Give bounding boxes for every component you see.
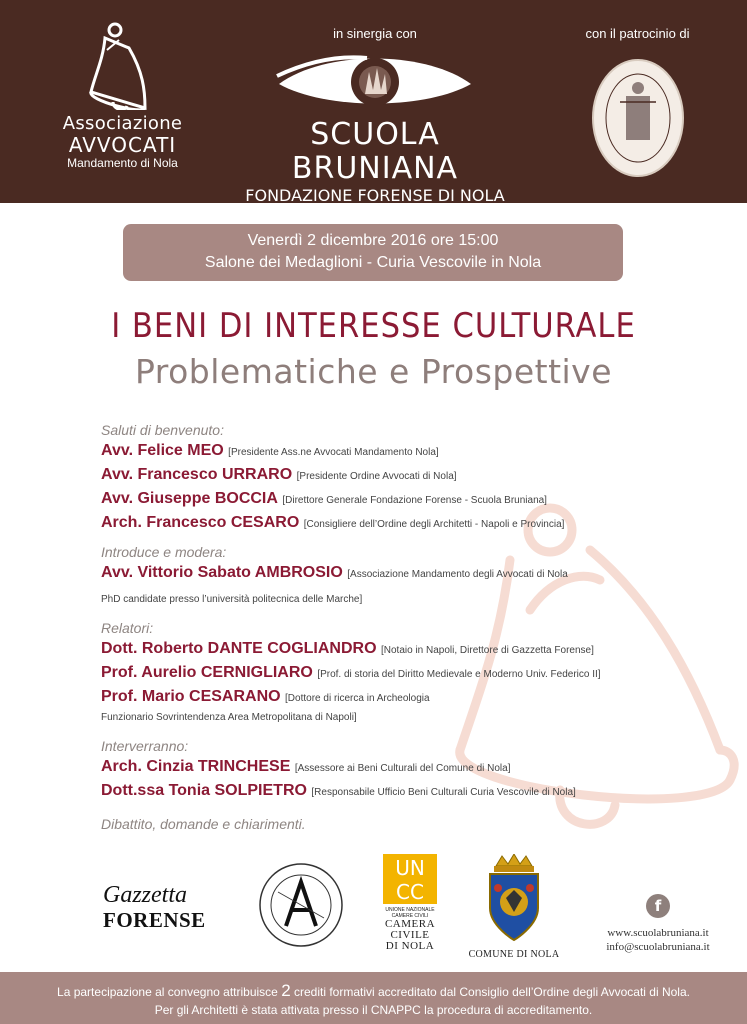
speaker-role-cont: Funzionario Sovrintendenza Area Metropolitana di Napoli]: [101, 712, 357, 723]
camera-line2: CIVILE: [390, 929, 430, 941]
event-date-box: [123, 224, 623, 281]
dibattito-label: Dibattito, domande e chiarimenti.: [101, 816, 306, 832]
uncc-small: UNIONE NAZIONALE CAMERE CIVILI: [385, 907, 435, 919]
email-link[interactable]: info@scuolabruniana.it: [606, 941, 710, 953]
speaker-row: [101, 512, 721, 536]
speaker-name: Avv. Vittorio Sabato AMBROSIO: [101, 564, 343, 581]
footer-text-a: La partecipazione al convegno attribuisce: [57, 985, 282, 999]
gazzetta-forense-logo: [103, 882, 206, 932]
footer-band: [0, 972, 747, 1024]
bell-icon: [83, 20, 163, 110]
speaker-role: [Associazione Mandamento degli Avvocati di Nola: [347, 569, 568, 580]
speaker-role-cont: PhD candidate presso l’università politecnica delle Marche]: [101, 594, 363, 605]
speaker-name: Dott.ssa Tonia SOLPIETRO: [101, 782, 307, 799]
speaker-name: Arch. Cinzia TRINCHESE: [101, 758, 291, 775]
contacts: [588, 894, 728, 954]
speaker-name: Avv. Felice MEO: [101, 442, 224, 459]
event-date: Venerdì 2 dicembre 2016 ore 15:00: [247, 232, 499, 249]
scuola-sub: FONDAZIONE FORENSE DI NOLA: [245, 186, 505, 205]
main-title: I BENI DI INTERESSE CULTURALE: [111, 306, 636, 346]
speaker-role: [Direttore Generale Fondazione Forense - Scuola Bruniana]: [282, 495, 547, 506]
website-link[interactable]: www.scuolabruniana.it: [607, 927, 709, 939]
speaker-name: Prof. Mario CESARANO: [101, 688, 281, 705]
camera-civile-logo: [380, 854, 440, 952]
speaker-row: [101, 562, 721, 586]
patrocinio-label: con il patrocinio di: [585, 26, 690, 41]
relatori-label: Relatori:: [101, 620, 154, 636]
partner-logos: [0, 850, 747, 965]
speaker-name: Avv. Francesco URRARO: [101, 466, 293, 483]
speaker-role: [Dottore di ricerca in Archeologia: [285, 693, 430, 704]
camera-line3: DI NOLA: [385, 940, 435, 952]
speaker-row: [101, 638, 721, 662]
speaker-row: [101, 756, 721, 780]
gazzetta-line2: FORENSE: [103, 908, 206, 932]
ordine-avvocati-seal: [590, 56, 686, 180]
assoc-line2: AVVOCATI: [68, 133, 177, 157]
speaker-role: [Responsabile Ufficio Beni Culturali Curia Vescovile di Nola]: [311, 787, 576, 798]
event-place: Salone dei Medaglioni - Curia Vescovile in Nola: [204, 254, 542, 271]
facebook-icon[interactable]: f: [646, 894, 670, 918]
interv-label: Interverranno:: [101, 738, 189, 754]
modera-label: Introduce e modera:: [101, 544, 227, 560]
speaker-row: [101, 686, 721, 710]
speaker-role: [Presidente Ass.ne Avvocati Mandamento Nola]: [228, 447, 439, 458]
camera-line1: CAMERA: [384, 918, 436, 930]
scuola-bruniana-logo: [230, 26, 520, 206]
program: [101, 420, 721, 834]
comune-label: COMUNE DI NOLA: [468, 949, 560, 960]
speaker-row: [101, 662, 721, 686]
speaker-role: [Prof. di storia del Diritto Medievale e Moderno Univ. Federico II]: [317, 669, 601, 680]
assoc-line1: Associazione: [62, 113, 183, 134]
saluti-label: Saluti di benvenuto:: [101, 422, 224, 438]
speaker-row: [101, 488, 721, 512]
speaker-name: Arch. Francesco CESARO: [101, 514, 300, 531]
speaker-name: Avv. Giuseppe BOCCIA: [101, 490, 278, 507]
associazione-logo: [40, 20, 205, 171]
speaker-role: [Notaio in Napoli, Direttore di Gazzetta Forense]: [380, 645, 594, 656]
comune-nola-logo: [462, 854, 566, 960]
gazzetta-line1: Gazzetta: [103, 882, 187, 908]
speaker-row: [101, 780, 721, 804]
coat-of-arms-icon: [484, 854, 544, 942]
patrocinio-block: [555, 26, 720, 180]
speaker-row: [101, 440, 721, 464]
sub-title: Problematiche e Prospettive: [134, 352, 613, 391]
speaker-row: [101, 464, 721, 488]
scuola-name: SCUOLA BRUNIANA: [291, 117, 459, 186]
credits-number: 2: [281, 981, 291, 1000]
uncc-mark: UN CC: [383, 854, 437, 904]
sinergia-label: in sinergia con: [333, 26, 417, 41]
footer-line1: [0, 982, 747, 1001]
footer-line2: Per gli Architetti è stata attivata presso il CNAPPC la procedura di accreditamento.: [154, 1003, 593, 1017]
speaker-name: Dott. Roberto DANTE COGLIANDRO: [101, 640, 377, 657]
eye-icon: [275, 50, 475, 114]
footer-text-b: crediti formativi accreditato dal Consiglio dell’Ordine degli Avvocati di Nola.: [290, 985, 690, 999]
ordine-architetti-seal: [258, 862, 344, 948]
speaker-role: [Assessore ai Beni Culturali del Comune di Nola]: [294, 763, 511, 774]
speaker-role: [Presidente Ordine Avvocati di Nola]: [296, 471, 457, 482]
header-band: [0, 0, 747, 203]
speaker-name: Prof. Aurelio CERNIGLIARO: [101, 664, 313, 681]
speaker-role: [Consigliere dell’Ordine degli Architetti - Napoli e Provincia]: [303, 519, 565, 530]
assoc-line3: Mandamento di Nola: [67, 156, 178, 170]
